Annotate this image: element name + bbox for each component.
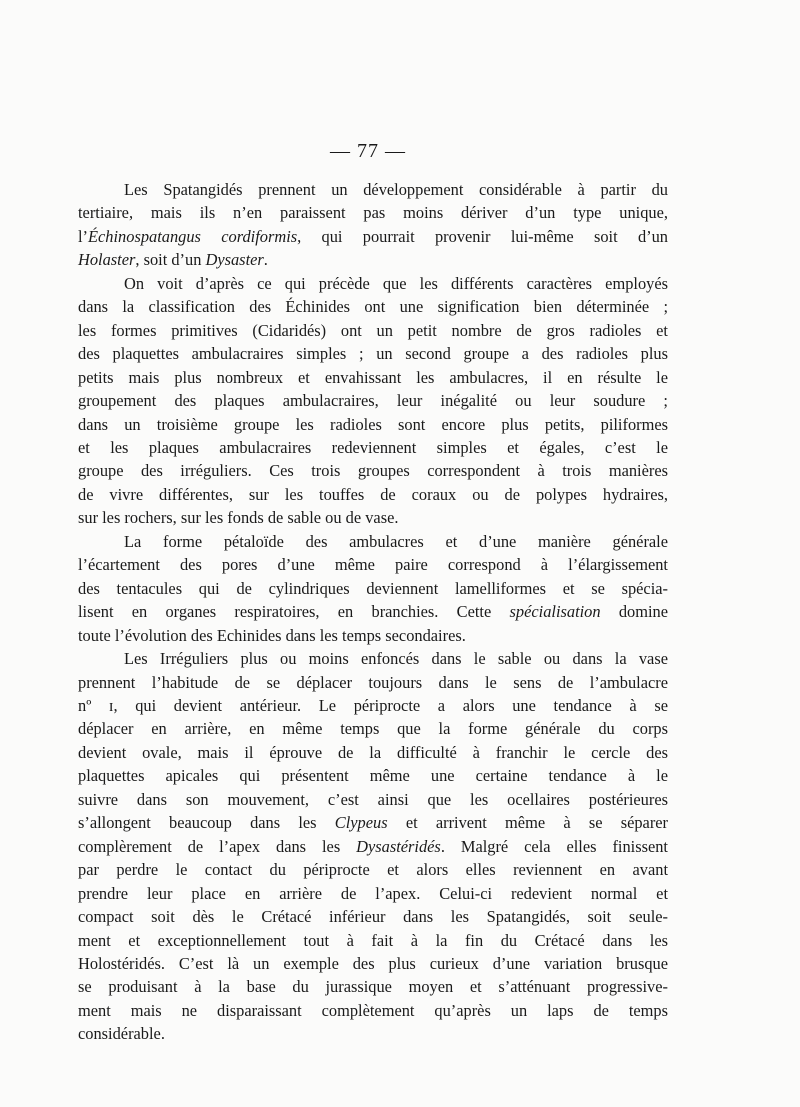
paragraph	[78, 272, 668, 530]
paragraph	[78, 178, 668, 272]
text-run: l’	[78, 226, 89, 246]
text-run: groupe des irréguliers. Ces trois groupes correspondent à trois manières	[78, 461, 668, 481]
text-run: . Malgré cela elles finissent	[440, 836, 668, 856]
text-line	[78, 295, 668, 318]
text-line	[78, 530, 668, 553]
text-run: nº ɪ, qui devient antérieur. Le périprocte a alors une tendance à se	[78, 695, 668, 715]
text-line	[78, 811, 668, 834]
text-run: , soit d’un	[135, 250, 206, 270]
text-line	[78, 975, 668, 998]
italic-text: Holaster	[78, 250, 136, 270]
text-line	[78, 858, 668, 881]
text-run: On voit d’après ce qui précède que les différents caractères employés	[124, 273, 668, 293]
text-run: les formes primitives (Cidaridés) ont un petit nombre de gros radioles et	[78, 320, 668, 340]
text-line	[78, 389, 668, 412]
text-line	[78, 178, 668, 201]
text-line	[78, 882, 668, 905]
italic-text: Clypeus	[334, 813, 388, 833]
text-line	[78, 717, 668, 740]
text-run: groupement des plaques ambulacraires, leur inégalité ou leur soudure ;	[78, 391, 668, 411]
paragraph	[78, 647, 668, 1046]
text-line	[78, 952, 668, 975]
text-run: prennent l’habitude de se déplacer toujours dans le sens de l’ambulacre	[78, 672, 668, 692]
text-run: par perdre le contact du périprocte et alors elles reviennent en avant	[78, 860, 668, 880]
page-number: — 77 —	[330, 140, 406, 162]
text-line	[78, 600, 668, 623]
italic-text: spécialisation	[509, 602, 601, 622]
text-line	[78, 647, 668, 670]
text-run: La forme pétaloïde des ambulacres et d’une manière générale	[124, 531, 668, 551]
text-run: domine	[600, 602, 668, 622]
text-run: plaquettes apicales qui présentent même une certaine tendance à le	[78, 766, 668, 786]
text-run: tertiaire, mais ils n’en paraissent pas moins dériver d’un type unique,	[78, 203, 668, 223]
text-run: ment mais ne disparaissant complètement qu’après un laps de temps	[78, 1000, 668, 1020]
paragraph	[78, 530, 668, 647]
text-line	[78, 225, 668, 248]
text-line	[78, 366, 668, 389]
text-run: des plaquettes ambulacraires simples ; un second groupe a des radioles plus	[78, 344, 668, 364]
text-line	[78, 741, 668, 764]
text-line	[78, 929, 668, 952]
text-run: ment et exceptionnellement tout à fait à la fin du Crétacé dans les	[78, 930, 668, 950]
text-line	[78, 553, 668, 576]
text-line	[78, 342, 668, 365]
text-run: dans un troisième groupe les radioles sont encore plus petits, piliformes	[78, 414, 668, 434]
text-line	[78, 506, 668, 529]
text-line	[78, 413, 668, 436]
text-line	[78, 694, 668, 717]
text-line	[78, 788, 668, 811]
text-line	[78, 201, 668, 224]
text-line	[78, 1022, 668, 1045]
text-run: considérable.	[78, 1024, 165, 1044]
text-line	[78, 671, 668, 694]
text-run: lisent en organes respiratoires, en branchies. Cette	[78, 602, 510, 622]
text-run: .	[263, 250, 268, 270]
text-line	[78, 319, 668, 342]
text-run: de vivre différentes, sur les touffes de coraux ou de polypes hydraires,	[78, 484, 668, 504]
text-line	[78, 577, 668, 600]
text-run: s’allongent beaucoup dans les	[78, 813, 335, 833]
text-line	[78, 999, 668, 1022]
italic-text: Dysastéridés	[356, 836, 441, 856]
text-run: l’écartement des pores d’une même paire correspond à l’élargissement	[78, 555, 668, 575]
text-run: suivre dans son mouvement, c’est ainsi que les ocellaires postérieures	[78, 789, 668, 809]
italic-text: Dysaster	[205, 250, 264, 270]
text-run: petits mais plus nombreux et envahissant les ambulacres, il en résulte le	[78, 367, 668, 387]
text-line	[78, 905, 668, 928]
text-run: déplacer en arrière, en même temps que la forme générale du corps	[78, 719, 668, 739]
text-line	[78, 624, 668, 647]
text-run: Holostéridés. C’est là un exemple des plus curieux d’une variation brusque	[78, 953, 668, 973]
text-run: devient ovale, mais il éprouve de la difficulté à franchir le cercle des	[78, 742, 668, 762]
text-line	[78, 248, 668, 271]
text-run: Les Irréguliers plus ou moins enfoncés dans le sable ou dans la vase	[124, 649, 668, 669]
text-line	[78, 272, 668, 295]
text-run: prendre leur place en arrière de l’apex. Celui-ci redevient normal et	[78, 883, 668, 903]
text-run: dans la classification des Échinides ont une signification bien déterminée ;	[78, 297, 668, 317]
text-run: sur les rochers, sur les fonds de sable ou de vase.	[78, 508, 399, 528]
text-run: compact soit dès le Crétacé inférieur dans les Spatangidés, soit seule-	[78, 907, 668, 927]
text-run: complèrement de l’apex dans les	[78, 836, 357, 856]
text-line	[78, 764, 668, 787]
text-line	[78, 459, 668, 482]
text-line	[78, 483, 668, 506]
text-run: des tentacules qui de cylindriques deviennent lamelliformes et se spécia-	[78, 578, 668, 598]
text-run: Les Spatangidés prennent un développement considérable à partir du	[124, 180, 668, 199]
italic-text: Échinospatangus cordiformis	[88, 226, 298, 246]
text-line	[78, 835, 668, 858]
text-run: et les plaques ambulacraires redeviennent simples et égales, c’est le	[78, 437, 668, 457]
text-run: toute l’évolution des Echinides dans les temps secondaires.	[78, 625, 466, 645]
body-text	[78, 178, 668, 1046]
text-line	[78, 436, 668, 459]
text-run: , qui pourrait provenir lui-même soit d’un	[297, 226, 668, 246]
text-run: et arrivent même à se séparer	[387, 813, 669, 833]
text-run: se produisant à la base du jurassique moyen et s’atténuant progressive-	[78, 977, 668, 997]
